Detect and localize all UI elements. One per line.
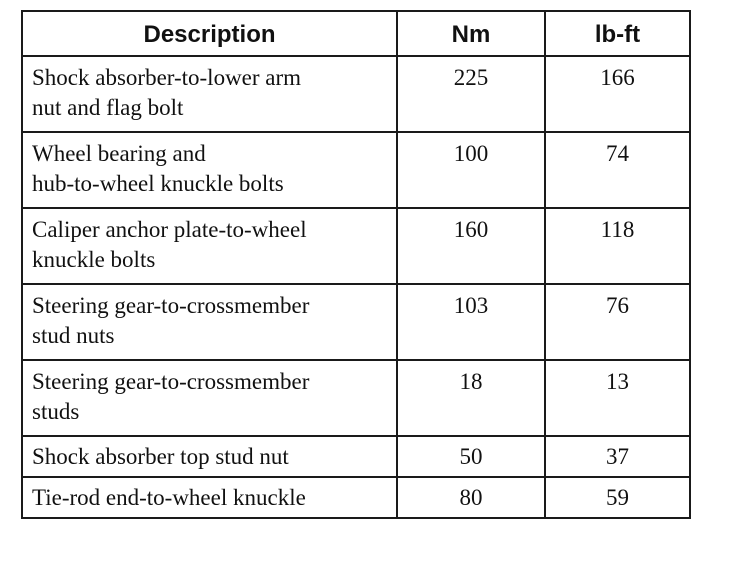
header-row	[22, 11, 690, 56]
table-row	[22, 360, 690, 436]
description-line: nut and flag bolt	[32, 95, 184, 120]
description-line: stud nuts	[32, 323, 115, 348]
table-row	[22, 132, 690, 208]
lbft-cell: 37	[545, 436, 690, 477]
nm-cell: 103	[397, 284, 545, 360]
description-line: Tie-rod end-to-wheel knuckle	[32, 485, 306, 510]
lbft-cell: 118	[545, 208, 690, 284]
nm-cell: 225	[397, 56, 545, 132]
nm-cell: 160	[397, 208, 545, 284]
description-cell	[22, 360, 397, 436]
description-line: studs	[32, 399, 80, 424]
header-description: Description	[22, 11, 397, 56]
table-body	[22, 56, 690, 518]
header-lbft: lb-ft	[545, 11, 690, 56]
table-row	[22, 56, 690, 132]
description-line: Caliper anchor plate-to-wheel	[32, 217, 307, 242]
description-cell	[22, 132, 397, 208]
description-line: Wheel bearing and	[32, 141, 206, 166]
description-cell	[22, 56, 397, 132]
table-row	[22, 436, 690, 477]
table-row	[22, 208, 690, 284]
lbft-cell: 13	[545, 360, 690, 436]
description-cell	[22, 477, 397, 518]
table-row	[22, 477, 690, 518]
description-line: knuckle bolts	[32, 247, 156, 272]
lbft-cell: 74	[545, 132, 690, 208]
description-line: hub-to-wheel knuckle bolts	[32, 171, 284, 196]
description-cell	[22, 436, 397, 477]
description-line: Steering gear-to-crossmember	[32, 293, 310, 318]
nm-cell: 100	[397, 132, 545, 208]
description-line: Shock absorber-to-lower arm	[32, 65, 302, 90]
description-cell	[22, 208, 397, 284]
table-header	[22, 11, 690, 56]
torque-specifications-table	[21, 10, 691, 519]
nm-cell: 18	[397, 360, 545, 436]
lbft-cell: 59	[545, 477, 690, 518]
lbft-cell: 76	[545, 284, 690, 360]
description-line: Steering gear-to-crossmember	[32, 369, 310, 394]
description-cell	[22, 284, 397, 360]
table-row	[22, 284, 690, 360]
nm-cell: 50	[397, 436, 545, 477]
lbft-cell: 166	[545, 56, 690, 132]
header-nm: Nm	[397, 11, 545, 56]
description-line: Shock absorber top stud nut	[32, 444, 289, 469]
nm-cell: 80	[397, 477, 545, 518]
